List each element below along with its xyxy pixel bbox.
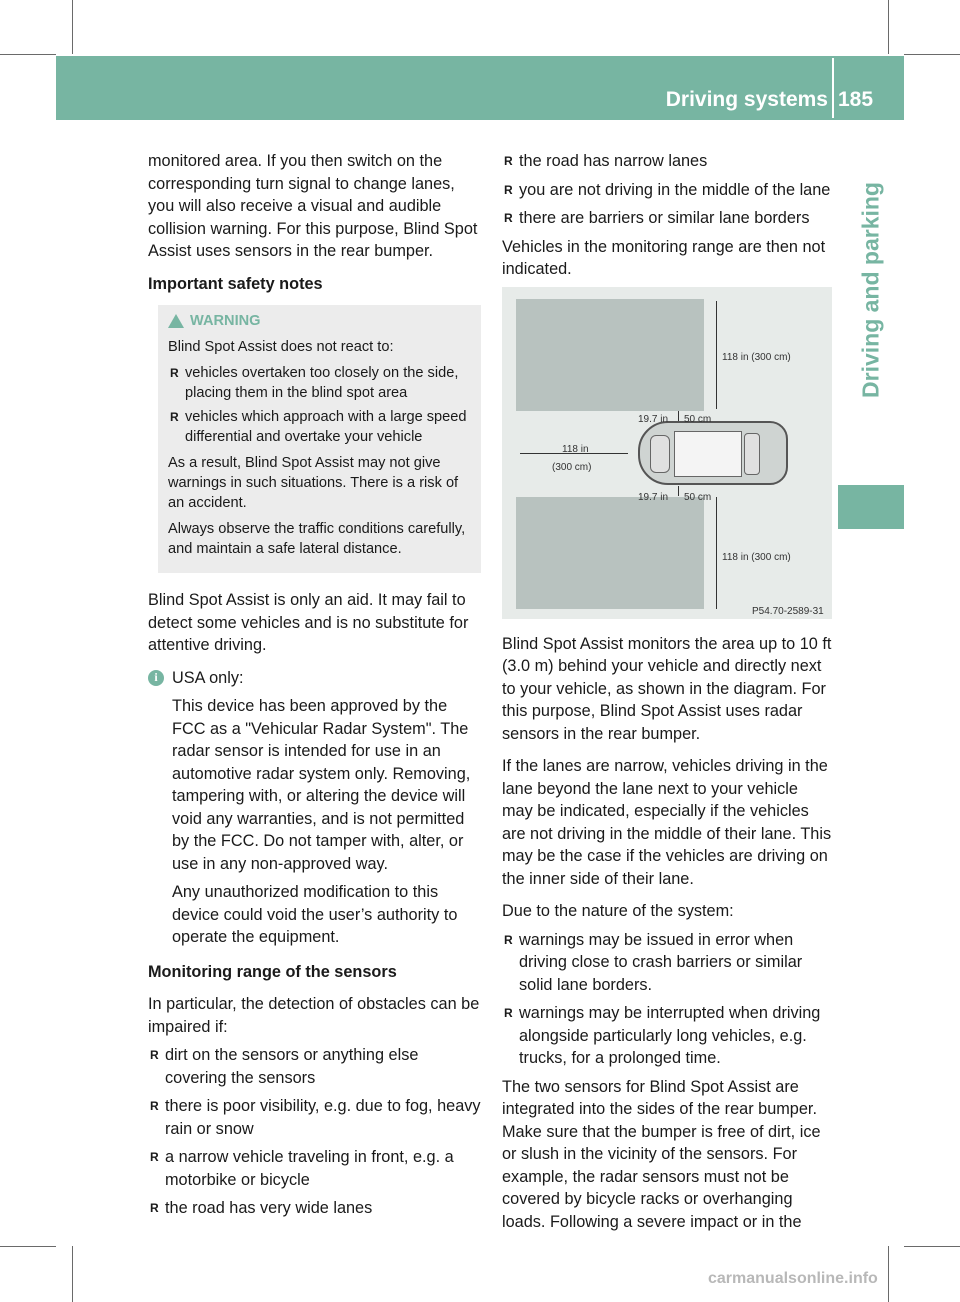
continued-text: Vehicles in the monitoring range are then not indicated. (502, 237, 826, 278)
header-divider (832, 58, 834, 118)
crop-mark (72, 1246, 73, 1302)
monitor-list (148, 1044, 481, 1220)
side-marker (838, 485, 904, 529)
car-windshield-icon (744, 433, 760, 475)
monitor-zone-top (516, 299, 704, 411)
car-rear-window-icon (650, 435, 670, 473)
side-tab (838, 120, 904, 460)
section-title: Driving systems (665, 88, 828, 111)
note-title: USA only: (172, 668, 244, 687)
note-text: Any unauthorized modification to this device could void the user’s authority to operate the equipment. (172, 883, 458, 946)
list-item: R a narrow vehicle traveling in front, e.g. a motorbike or bicycle (148, 1146, 481, 1191)
label-bottom-range: 118 in (300 cm) (722, 551, 791, 563)
crop-mark (72, 0, 73, 54)
warning-text: Always observe the traffic conditions carefully, and maintain a safe lateral distance. (168, 521, 466, 557)
page-number: 185 (838, 88, 874, 111)
body-text: The two sensors for Blind Spot Assist are integrated into the sides of the rear bumper. Make sure that the bumper is free of dirt, ice or slush in the vicinity of the sensors. For example, the radar sensors must not be covered by bicycle racks or overhanging loads. Following a severe impact or in the (502, 1077, 821, 1231)
label-bottom-gap-cm: 50 cm (684, 491, 712, 503)
crop-mark (888, 0, 889, 54)
monitor-lead: In particular, the detection of obstacles can be impaired if: (148, 995, 480, 1036)
usa-note (148, 667, 481, 955)
right-column (502, 150, 832, 1233)
footer-watermark: carmanualsonline.info (708, 1270, 878, 1287)
system-list (502, 929, 832, 1070)
body-text: Blind Spot Assist monitors the area up to 10 ft (3.0 m) behind your vehicle and directly next to your vehicle, as shown in the diagram. For this purpose, Blind Spot Assist uses radar sensors in the rear bumper. (502, 634, 832, 743)
dimension-line (678, 486, 679, 496)
list-item: R vehicles which approach with a large speed differential and overtake your vehicle (168, 407, 471, 447)
list-item: R vehicles overtaken too closely on the side, placing them in the blind spot area (168, 363, 471, 403)
list-item: R there are barriers or similar lane borders (502, 207, 832, 230)
monitor-heading: Monitoring range of the sensors (148, 962, 397, 981)
list-item: R the road has very wide lanes (148, 1197, 481, 1220)
intro-text: monitored area. If you then switch on the corresponding turn signal to change lanes, you will also receive a visual and audible collision warning. For this purpose, Blind Spot Assist uses sensors in the rear bumper. (148, 152, 478, 260)
car-roof-icon (674, 431, 742, 477)
safety-heading: Important safety notes (148, 274, 323, 293)
dimension-line (716, 497, 717, 609)
left-column (148, 150, 481, 1226)
list-item: R there is poor visibility, e.g. due to fog, heavy rain or snow (148, 1095, 481, 1140)
list-item: R you are not driving in the middle of the lane (502, 179, 832, 202)
label-top-gap-cm: 50 cm (684, 413, 712, 425)
info-icon: i (148, 670, 164, 686)
dimension-line (678, 411, 679, 421)
crop-mark (904, 1246, 960, 1247)
list-item: R warnings may be issued in error when driving close to crash barriers or similar solid lane borders. (502, 929, 832, 997)
monitor-zone-bottom (516, 497, 704, 609)
dimension-line (716, 301, 717, 409)
crop-mark (0, 54, 56, 55)
crop-mark (0, 1246, 56, 1247)
list-item: R dirt on the sensors or anything else covering the sensors (148, 1044, 481, 1089)
warning-lead: Blind Spot Assist does not react to: (168, 339, 394, 355)
note-text: This device has been approved by the FCC as a "Vehicular Radar System". The radar sensor is intended for use in an automotive radar system only. Removing, tampering with, or altering the device will void any warranties, and is not permitted by the FCC. Do not tamper with, alter, or use in any non-approved way. (172, 697, 471, 873)
label-left-range-cm: (300 cm) (552, 461, 592, 473)
label-left-range-in: 118 in (562, 443, 589, 455)
warning-header (168, 311, 471, 331)
crop-mark (904, 54, 960, 55)
label-top-range: 118 in (300 cm) (722, 351, 791, 363)
aid-text: Blind Spot Assist is only an aid. It may fail to detect some vehicles and is no substitute for attentive driving. (148, 591, 469, 654)
list-item: R warnings may be interrupted when driving alongside particularly long vehicles, e.g. trucks, for a prolonged time. (502, 1002, 832, 1070)
continued-list (502, 150, 832, 230)
label-top-gap-in: 19.7 in (638, 413, 669, 425)
monitoring-range-diagram (502, 287, 832, 619)
warning-icon (168, 314, 184, 328)
figure-code: P54.70-2589-31 (752, 605, 824, 617)
label-bottom-gap-in: 19.7 in (638, 491, 669, 503)
warning-box (158, 305, 481, 573)
body-text: If the lanes are narrow, vehicles driving in the lane beyond the lane next to your vehicle may be indicated, especially if the vehicles are not driving in the middle of their lane. This may be the case if the vehicles are driving on the inner side of their lane. (502, 757, 832, 888)
body-text: Due to the nature of the system: (502, 902, 734, 920)
warning-title: WARNING (190, 313, 261, 329)
crop-mark (888, 1246, 889, 1302)
warning-text: As a result, Blind Spot Assist may not give warnings in such situations. There is a risk of an accident. (168, 455, 459, 511)
side-tab-label: Driving and parking (857, 182, 884, 398)
list-item: R the road has narrow lanes (502, 150, 832, 173)
warning-list (168, 363, 471, 447)
